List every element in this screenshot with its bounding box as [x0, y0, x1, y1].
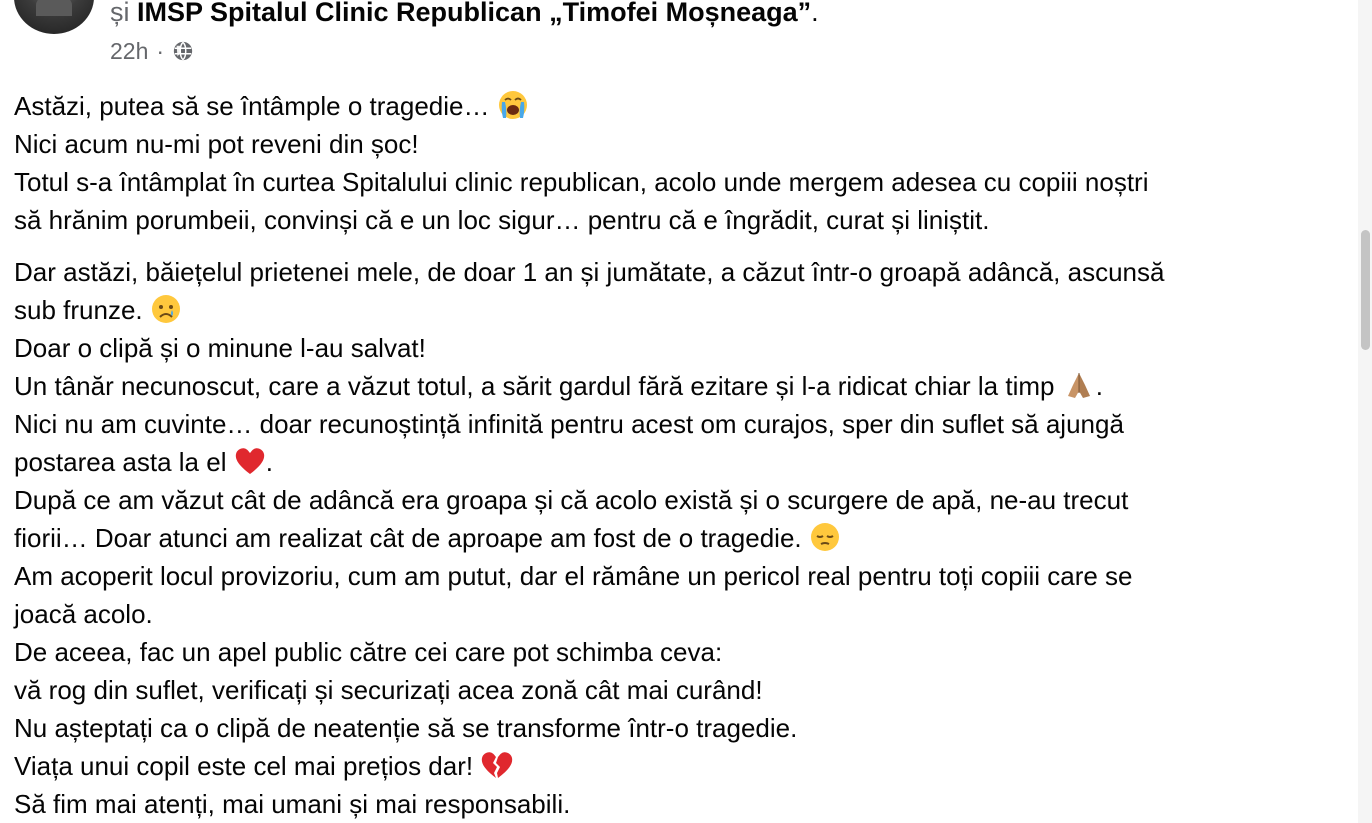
post-line-text: Nici nu am cuvinte… doar recunoștință infinită pentru acest om curajos, sper din suflet să ajungă [14, 409, 1124, 439]
pensive-face-icon [809, 521, 841, 553]
post-line-text: joacă acolo. [14, 599, 153, 629]
post-timestamp[interactable]: 22h [110, 38, 149, 64]
post-line [14, 201, 1366, 239]
post-line [14, 125, 1366, 163]
post-line-text: sub frunze. [14, 295, 143, 325]
post-line-text: Un tânăr necunoscut, care a văzut totul, a sărit gardul fără ezitare și l-a ridicat chiar la timp [14, 371, 1055, 401]
paragraph-gap [14, 239, 1366, 253]
avatar-figure [36, 0, 72, 16]
post-line-text: Doar o clipă și o minune l-au salvat! [14, 333, 426, 363]
post-line [14, 709, 1366, 747]
post-line [14, 291, 1366, 329]
post-line-text: De aceea, fac un apel public către cei care pot schimba ceva: [14, 637, 723, 667]
post-line-text: vă rog din suflet, verificați și securizați acea zonă cât mai curând! [14, 675, 763, 705]
loudly-crying-face-icon [497, 89, 529, 121]
post-line-text: Să fim mai atenți, mai umani și mai responsabili. [14, 789, 571, 819]
post-line-punct: . [265, 447, 273, 477]
post-line [14, 405, 1366, 443]
post-line [14, 747, 1366, 785]
post-line [14, 367, 1366, 405]
post-line [14, 519, 1366, 557]
post-line [14, 253, 1366, 291]
post-meta [110, 34, 194, 68]
post-line-text: Nu așteptați ca o clipă de neatenție să se transforme într-o tragedie. [14, 713, 798, 743]
post-line-text: Nici acum nu-mi pot reveni din șoc! [14, 129, 419, 159]
post-line [14, 633, 1366, 671]
header-suffix: . [811, 0, 819, 27]
red-heart-icon [234, 446, 266, 476]
post-text [14, 87, 1366, 823]
post-line [14, 481, 1366, 519]
post-line-text: postarea asta la el [14, 447, 227, 477]
meta-separator: · [156, 38, 165, 64]
post-line [14, 329, 1366, 367]
post-line [14, 87, 1366, 125]
post-line [14, 163, 1366, 201]
header-line [110, 0, 819, 30]
post-line [14, 557, 1366, 595]
post-line-text: să hrănim porumbeii, convinși că e un loc sigur… pentru că e îngrădit, curat și liniștit. [14, 205, 990, 235]
post-line [14, 443, 1366, 481]
broken-heart-icon [480, 750, 514, 780]
post-line-text: Astăzi, putea să se întâmple o tragedie… [14, 91, 490, 121]
post-line-text: Viața unui copil este cel mai prețios dar! [14, 751, 474, 781]
avatar[interactable] [14, 0, 94, 34]
folded-hands-icon [1062, 369, 1096, 401]
post-line [14, 785, 1366, 823]
scrollbar[interactable] [1358, 0, 1372, 823]
post-header [0, 0, 1372, 70]
post-line-punct: . [1095, 371, 1103, 401]
globe-icon[interactable] [172, 40, 194, 62]
crying-face-icon [150, 293, 182, 325]
post-line [14, 671, 1366, 709]
post-line-text: Totul s-a întâmplat în curtea Spitalului clinic republican, acolo unde mergem adesea cu copiii noștri [14, 167, 1149, 197]
scrollbar-thumb[interactable] [1361, 230, 1370, 350]
post-line-text: După ce am văzut cât de adâncă era groapa și că acolo există și o scurgere de apă, ne-au trecut [14, 485, 1129, 515]
post-line-text: fiorii… Doar atunci am realizat cât de aproape am fost de o tragedie. [14, 523, 802, 553]
header-prefix: și [110, 0, 137, 27]
post-line-text: Am acoperit locul provizoriu, cum am putut, dar el rămâne un pericol real pentru toți copiii care se [14, 561, 1133, 591]
post-line [14, 595, 1366, 633]
tagged-page-link[interactable]: IMSP Spitalul Clinic Republican „Timofei Moșneaga” [137, 0, 812, 27]
post-line-text: Dar astăzi, băiețelul prietenei mele, de doar 1 an și jumătate, a căzut într-o groapă adâncă, ascunsă [14, 257, 1165, 287]
